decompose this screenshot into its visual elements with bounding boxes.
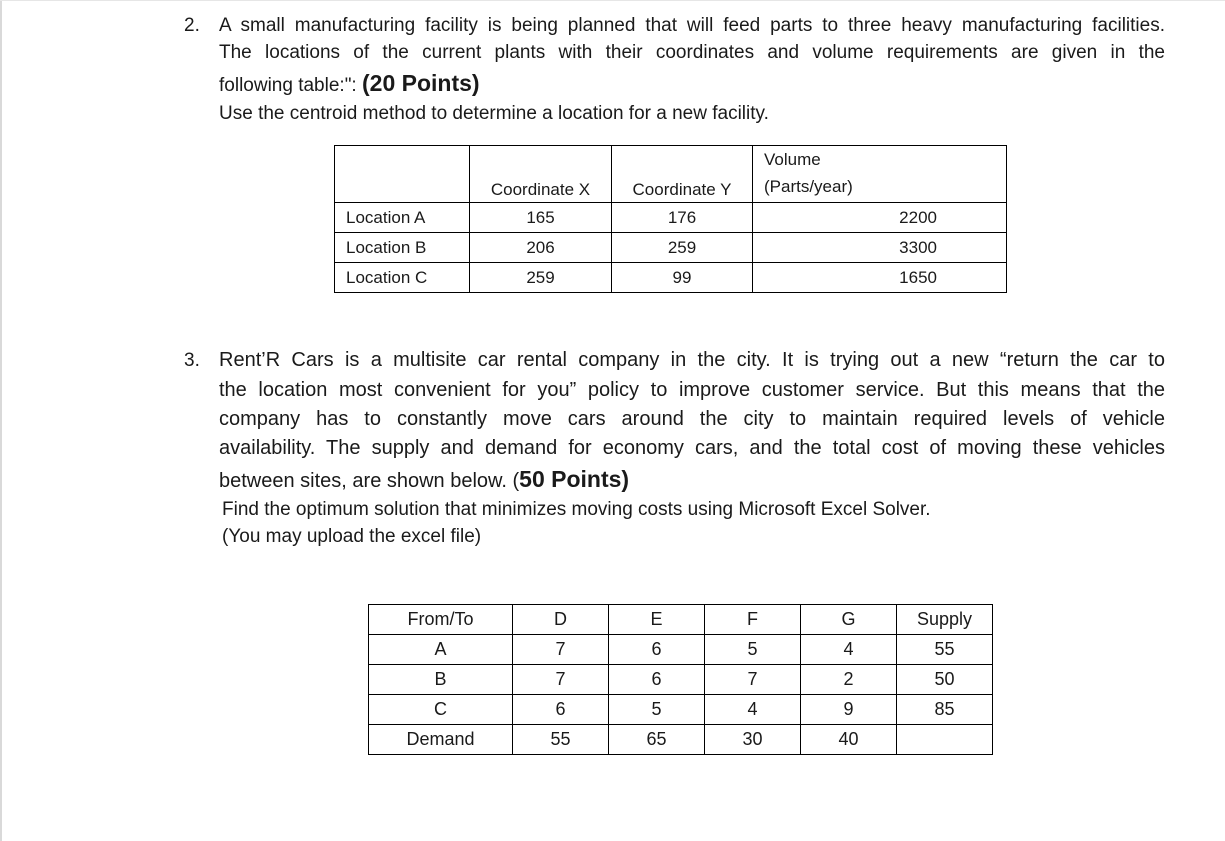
question-3-line-3: company has to constantly move cars around the city to maintain required levels of vehicle (219, 408, 1165, 430)
table-row (369, 695, 993, 725)
question-2-line-1: A small manufacturing facility is being planned that will feed parts to three heavy manufacturing facilities. (219, 15, 1165, 36)
question-3-instruction-2: (You may upload the excel file) (222, 526, 482, 547)
location-name: Location B (335, 233, 470, 263)
header-supply: Supply (897, 605, 993, 635)
transportation-table (368, 604, 993, 755)
centroid-header-volume-line-1: Volume (764, 150, 821, 169)
cost-cell: 6 (609, 635, 705, 665)
row-label: C (369, 695, 513, 725)
cost-cell: 4 (801, 635, 897, 665)
question-2-points: (20 Points) (362, 70, 480, 96)
table-row (369, 665, 993, 695)
question-3-line-5 (219, 466, 629, 493)
coordinate-x-value: 206 (470, 233, 612, 263)
volume-value: 2200 (753, 203, 1007, 233)
centroid-header-coordinate-x: Coordinate X (470, 146, 612, 203)
centroid-header-volume (753, 146, 1007, 203)
coordinate-y-value: 176 (612, 203, 753, 233)
table-row (335, 233, 1007, 263)
cost-cell: 4 (705, 695, 801, 725)
coordinate-y-value: 99 (612, 263, 753, 293)
question-2-line-3-text: following table:": (219, 75, 357, 96)
centroid-table (334, 145, 1007, 293)
row-label: A (369, 635, 513, 665)
coordinate-y-value: 259 (612, 233, 753, 263)
question-3-line-4: availability. The supply and demand for economy cars, and the total cost of moving these vehicles (219, 437, 1165, 459)
header-g: G (801, 605, 897, 635)
table-row (335, 203, 1007, 233)
header-e: E (609, 605, 705, 635)
question-3-line-2: the location most convenient for you” policy to improve customer service. But this means that the (219, 379, 1165, 401)
location-name: Location A (335, 203, 470, 233)
cost-cell: 5 (705, 635, 801, 665)
supply-cell: 85 (897, 695, 993, 725)
cost-cell: 7 (705, 665, 801, 695)
question-3-line-1: Rent’R Cars is a multisite car rental company in the city. It is trying out a new “return the car to (219, 349, 1165, 371)
demand-cell: 30 (705, 725, 801, 755)
header-from-to: From/To (369, 605, 513, 635)
supply-cell: 55 (897, 635, 993, 665)
question-3-number: 3. (184, 350, 200, 371)
cost-cell: 7 (513, 635, 609, 665)
transportation-header-row (369, 605, 993, 635)
demand-cell: 65 (609, 725, 705, 755)
row-label: B (369, 665, 513, 695)
question-2-number: 2. (184, 15, 200, 36)
demand-cell: 55 (513, 725, 609, 755)
question-2-line-3 (219, 70, 480, 97)
question-2-instruction: Use the centroid method to determine a location for a new facility. (219, 103, 769, 124)
page-top-edge (0, 0, 1225, 1)
volume-value: 3300 (753, 233, 1007, 263)
coordinate-x-value: 165 (470, 203, 612, 233)
question-3-line-5-text: between sites, are shown below. ( (219, 470, 520, 492)
table-row (335, 263, 1007, 293)
centroid-header-volume-line-2: (Parts/year) (764, 177, 853, 196)
row-label: Demand (369, 725, 513, 755)
centroid-table-header-row (335, 146, 1007, 203)
cost-cell: 9 (801, 695, 897, 725)
volume-value: 1650 (753, 263, 1007, 293)
cost-cell: 2 (801, 665, 897, 695)
question-3-points: 50 Points) (519, 466, 630, 492)
centroid-header-coordinate-y: Coordinate Y (612, 146, 753, 203)
table-row (369, 725, 993, 755)
header-f: F (705, 605, 801, 635)
table-row (369, 635, 993, 665)
demand-cell: 40 (801, 725, 897, 755)
location-name: Location C (335, 263, 470, 293)
supply-cell: 50 (897, 665, 993, 695)
cost-cell: 5 (609, 695, 705, 725)
question-3-instruction-1: Find the optimum solution that minimizes moving costs using Microsoft Excel Solver. (222, 499, 931, 520)
header-d: D (513, 605, 609, 635)
cost-cell: 7 (513, 665, 609, 695)
coordinate-x-value: 259 (470, 263, 612, 293)
centroid-header-blank (335, 146, 470, 203)
cost-cell: 6 (609, 665, 705, 695)
page-left-edge (0, 0, 2, 841)
cost-cell: 6 (513, 695, 609, 725)
question-2-line-2: The locations of the current plants with their coordinates and volume requirements are given in the (219, 42, 1165, 63)
empty-cell (897, 725, 993, 755)
